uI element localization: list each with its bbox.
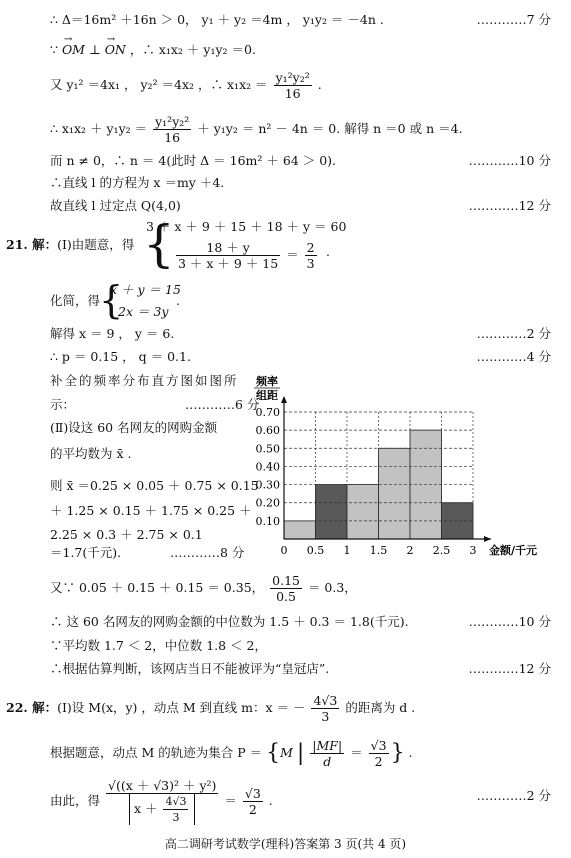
line-vectors-rest: ，∴ x₁x₂ ＋ y₁y₂ ＝0.: [125, 42, 256, 57]
score-mark-8: …………8 分: [170, 545, 245, 560]
set-brace-left: {: [266, 740, 281, 766]
fraction-denominator: 3: [306, 256, 315, 271]
line-equation-l: ∴直线 l 的方程为 x ＝my ＋4.: [50, 175, 225, 190]
line-median-calc: [50, 573, 357, 604]
x-axis-arrow-icon: [484, 536, 491, 542]
because-symbol: ∵: [50, 42, 62, 57]
score-mark-10b: …………10 分: [468, 614, 551, 629]
line-median-calc-a: 又∵ 0.05 ＋ 0.15 ＋ 0.15 ＝ 0.35，: [50, 580, 265, 595]
line-solution-pq: ∴ p ＝ 0.15 ， q ＝ 0.1.: [50, 349, 191, 364]
fraction-numerator: y₁²y₂²: [155, 114, 190, 129]
y-tick-label: 0.40: [255, 460, 280, 474]
fraction-denominator: x ＋ $\frac{4√3}{3}$: [106, 794, 218, 825]
line-simplify: 化简，得: [50, 293, 101, 308]
score-mark-12: …………12 分: [468, 198, 551, 213]
line-mean-calc-2: ＋ 1.25 × 0.15 ＋ 1.75 × 0.25 ＋: [50, 503, 252, 518]
fraction-denominator: 2: [248, 802, 257, 817]
fraction-denominator: 16: [164, 130, 181, 145]
set-element-m: M: [280, 745, 293, 760]
fraction-distance-ratio: [106, 778, 218, 825]
y-tick-label: 0.10: [255, 514, 280, 528]
fraction-numerator: 2: [306, 240, 315, 255]
fraction-4root3-over-3: [311, 693, 339, 724]
frequency-histogram: [250, 374, 550, 574]
vector-om: → OM: [62, 42, 85, 58]
system1-eq2: [174, 240, 319, 271]
line-compare: ∵平均数 1.7 ＜ 2，中位数 1.8 ＜ 2，: [50, 638, 268, 653]
line-distance-ratio-text: 由此，得: [50, 793, 101, 808]
x-tick-label: 3: [469, 544, 477, 557]
x-tick-label: 0.5: [306, 544, 325, 557]
line-discriminant: ∴ Δ＝16m² ＋16n ＞ 0， y₁ ＋ y₂ ＝4m ， y₁y₂ ＝ －4n .: [50, 12, 384, 27]
question-21-heading: 21. 解：(Ⅰ)由题意，得: [6, 237, 135, 252]
line-x1x2-text: 又 y₁² ＝4x₁ ， y₂² ＝4x₂ ，∴ x₁x₂ ＝: [50, 77, 268, 92]
question-22-heading: 22. 解：(Ⅰ)设 M(x，y) ，动点 M 到直线 m：x ＝ － $\frac{4√3}{3}$ 的距离为 d .: [6, 693, 416, 724]
y-tick-label: 0.20: [255, 496, 280, 510]
fraction-2-over-3: [305, 240, 317, 271]
fraction-root3-over-2-b: [243, 786, 263, 817]
line-median-calc-b: ＝ 0.3，: [303, 580, 357, 595]
equals-sign: ＝: [346, 745, 367, 760]
line-locus-set: 根据题意，动点 M 的轨迹为集合 P ＝ {M | $\frac{|MF|}{d}$ ＝ $\frac{√3}{2}$ } .: [50, 738, 413, 769]
set-brace-right: }: [390, 740, 405, 766]
y-tick-label: 0.30: [255, 478, 280, 492]
system1-period: .: [326, 244, 330, 259]
line-fixed-point: 故直线 l 过定点 Q(4,0): [50, 198, 181, 213]
line-solve-n: [50, 114, 463, 145]
system-brace-1: {: [143, 215, 175, 273]
line-n-value: 而 n ≠ 0，∴ n ＝ 4(此时 Δ ＝ 16m² ＋ 64 ＞ 0).: [50, 153, 337, 168]
histogram-bar-3: [379, 448, 411, 539]
score-mark-10: …………10 分: [468, 153, 551, 168]
fraction-denominator: 0.5: [276, 589, 296, 604]
fraction-root3-over-2: [369, 738, 389, 769]
score-mark-12b: …………12 分: [468, 661, 551, 676]
histogram-bar-1: [316, 485, 348, 539]
system-brace-2: {: [99, 278, 124, 322]
fraction-denominator: 2: [374, 754, 383, 769]
line-vectors-perpendicular: [50, 42, 256, 58]
score-mark-7: …………7 分: [476, 12, 551, 27]
x-tick-label: 1: [343, 544, 351, 557]
set-divider: |: [296, 740, 305, 766]
line-part2-mean: 的平均数为 x̄ .: [50, 446, 132, 461]
score-mark-2b: …………2 分: [476, 788, 551, 803]
histogram-bar-2: [347, 485, 379, 539]
y-axis-label-top: 频率: [256, 375, 278, 388]
y-tick-label: 0.60: [255, 424, 280, 438]
histogram-bar-0: [284, 521, 316, 539]
system1-eq1: 3 ＋ x ＋ 9 ＋ 15 ＋ 18 ＋ y ＝ 60: [146, 219, 347, 234]
line-solve-n-text-a: ∴ x₁x₂ ＋ y₁y₂ ＝: [50, 121, 148, 136]
line-locus-set-text: 根据题意，动点 M 的轨迹为集合 P ＝: [50, 745, 263, 760]
line-x1x2-end: .: [313, 77, 322, 92]
fraction-denominator: 16: [284, 86, 301, 101]
system2-eq1: x ＋ y ＝ 15: [110, 282, 181, 297]
perp-symbol: ⊥: [84, 42, 105, 57]
system2-eq2: 2x ＝ 3y: [118, 304, 169, 319]
fraction-numerator: √3: [244, 786, 261, 801]
line-mean-calc-3: 2.25 × 0.3 ＋ 2.75 × 0.1: [50, 527, 203, 542]
line-conclusion: ∴根据估算判断，该网店当日不能被评为“皇冠店”.: [50, 661, 330, 676]
x-tick-label: 2.5: [432, 544, 451, 557]
line-mean-calc-1: 则 x̄ ＝0.25 × 0.05 ＋ 0.75 × 0.15: [50, 478, 259, 493]
fraction-numerator: 0.15: [272, 573, 300, 588]
fraction-015-over-05: [270, 573, 302, 604]
x-axis-label: 金额/千元: [489, 544, 538, 557]
y-tick-label: 0.70: [255, 406, 280, 419]
y-axis-label-bottom: 组距: [256, 389, 278, 402]
score-mark-4: …………4 分: [476, 349, 551, 364]
fraction-numerator: 4√3: [313, 693, 338, 708]
fraction-numerator: √3: [370, 738, 387, 753]
score-mark-2: …………2 分: [476, 326, 551, 341]
line-median-result: ∴ 这 60 名网友的网购金额的中位数为 1.5 ＋ 0.3 ＝ 1.8(千元).: [50, 614, 409, 629]
x-tick-label: 0: [280, 544, 288, 557]
line-x1x2: [50, 70, 322, 101]
equals-sign: ＝: [282, 247, 303, 262]
fraction-denominator: d: [323, 754, 332, 769]
fraction-18y-over-sum: [176, 240, 280, 271]
fraction-denominator: 3 ＋ x ＋ 9 ＋ 15: [178, 256, 279, 271]
vector-on: → ON: [105, 42, 126, 58]
equals-sign: ＝: [220, 793, 241, 808]
page-footer: 高二调研考试数学(理科)答案第 3 页(共 4 页): [164, 837, 407, 851]
y-tick-label: 0.50: [255, 442, 280, 456]
line-distance-ratio: 由此，得 √((x ＋ √3)² ＋ y²) x ＋ $\frac{4√3}{3}$ ＝ $\frac{√3}{2}$ .: [50, 778, 273, 824]
line-solve-n-text-b: ＋ y₁y₂ ＝ n² － 4n ＝ 0. 解得 n ＝0 或 n ＝4.: [197, 121, 463, 136]
x-tick-label: 1.5: [369, 544, 388, 557]
line-mean-result: ＝1.7(千元).: [50, 545, 122, 560]
system2-period: .: [176, 293, 180, 308]
line-solution-xy: 解得 x ＝ 9 ， y ＝ 6.: [50, 326, 175, 341]
line-histogram-intro-2: 示：: [50, 397, 76, 412]
line-part2-setup: (Ⅱ)设这 60 名网友的网购金额: [50, 420, 218, 435]
question-22-rest: 的距离为 d .: [341, 700, 416, 715]
fraction-y1y2-over-16-b: [153, 114, 191, 145]
fraction-numerator: |MF|: [312, 738, 343, 753]
fraction-numerator: √((x ＋ √3)² ＋ y²): [108, 778, 217, 793]
fraction-y1y2-over-16: [274, 70, 312, 101]
y-axis-arrow-icon: [281, 396, 287, 403]
fraction-mf-over-d: [310, 738, 344, 769]
fraction-numerator: y₁²y₂²: [275, 70, 310, 85]
score-mark-6: …………6 分: [185, 397, 260, 412]
fraction-denominator: 3: [321, 709, 330, 724]
x-tick-label: 2: [406, 544, 414, 557]
line-histogram-intro: 补全的频率分布直方图如图所: [50, 373, 239, 388]
fraction-numerator: 18 ＋ y: [176, 240, 280, 256]
